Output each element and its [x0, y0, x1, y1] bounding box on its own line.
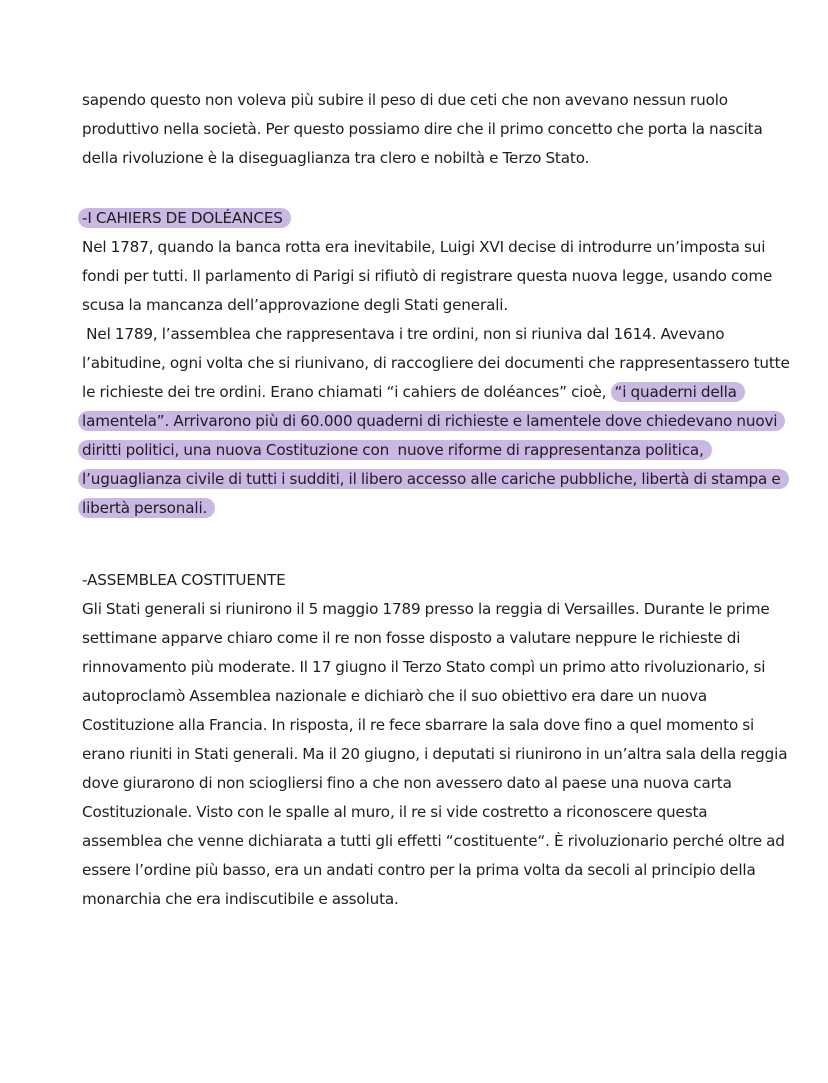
section-heading-cahiers: [82, 204, 762, 233]
text-line: della rivoluzione è la diseguaglianza tra clero e nobiltà e Terzo Stato.: [82, 149, 590, 167]
text-line: assemblea che venne dichiarata a tutti gli effetti “costituente“. È rivoluzionario perché oltre ad: [82, 832, 785, 850]
text-line: scusa la mancanza dell’approvazione degli Stati generali.: [82, 296, 509, 314]
text-line: fondi per tutti. Il parlamento di Parigi si rifiutò di registrare questa nuova legge, usando come: [82, 267, 773, 285]
text-line: [82, 494, 762, 523]
highlighted-text: diritti politici, una nuova Costituzione con nuove riforme di rappresentanza politica,: [78, 440, 712, 460]
heading-highlight: -I CAHIERS DE DOLÉANCES: [78, 208, 291, 228]
text-line: [82, 407, 778, 436]
text-line: monarchia che era indiscutibile e assoluta.: [82, 890, 399, 908]
text-line: rinnovamento più moderate. Il 17 giugno il Terzo Stato compì un primo atto rivoluzionario, si: [82, 658, 766, 676]
text-line: settimane apparve chiaro come il re non fosse disposto a valutare neppure le richieste di: [82, 629, 741, 647]
text-line: l’abitudine, ogni volta che si riunivano, di raccogliere dei documenti che rappresentassero tutte: [82, 354, 790, 372]
text-line: dove giurarono di non sciogliersi fino a che non avessero dato al paese una nuova carta: [82, 774, 732, 792]
text-line: produttivo nella società. Per questo possiamo dire che il primo concetto che porta la nascita: [82, 120, 763, 138]
highlighted-text: “i quaderni della: [611, 382, 745, 402]
text-segment: le richieste dei tre ordini. Erano chiamati “i cahiers de doléances” cioè,: [82, 383, 611, 401]
highlighted-text: lamentela”. Arrivarono più di 60.000 quaderni di richieste e lamentele dove chiedevano nuovi: [78, 411, 785, 431]
text-line: [82, 465, 781, 494]
text-line: Nel 1789, l’assemblea che rappresentava i tre ordini, non si riuniva dal 1614. Avevano: [82, 325, 725, 343]
highlighted-text: libertà personali.: [78, 498, 215, 518]
highlighted-text: l’uguaglianza civile di tutti i sudditi, il libero accesso alle cariche pubbliche, libertà di stampa e: [78, 469, 789, 489]
text-line: sapendo questo non voleva più subire il peso di due ceti che non avevano nessun ruolo: [82, 91, 728, 109]
text-line: essere l’ordine più basso, era un andati contro per la prima volta da secoli al principio della: [82, 861, 756, 879]
text-line: Nel 1787, quando la banca rotta era inevitabile, Luigi XVI decise di introdurre un’imposta sui: [82, 238, 766, 256]
text-line: erano riuniti in Stati generali. Ma il 20 giugno, i deputati si riunirono in un’altra sala della reggia: [82, 745, 788, 763]
text-line: Gli Stati generali si riunirono il 5 maggio 1789 presso la reggia di Versailles. Durante le prime: [82, 600, 770, 618]
intro-paragraph: [82, 86, 762, 173]
text-line: Costituzione alla Francia. In risposta, il re fece sbarrare la sala dove fino a quel momento si: [82, 716, 755, 734]
section-heading-assemblea: -ASSEMBLEA COSTITUENTE: [82, 571, 286, 589]
text-line: [82, 378, 762, 407]
assemblea-section: [82, 566, 788, 914]
text-line: [82, 436, 762, 465]
cahiers-section: [82, 204, 790, 523]
text-line: autoproclamò Assemblea nazionale e dichiarò che il suo obiettivo era dare un nuova: [82, 687, 707, 705]
text-line: Costituzionale. Visto con le spalle al muro, il re si vide costretto a riconoscere questa: [82, 803, 708, 821]
